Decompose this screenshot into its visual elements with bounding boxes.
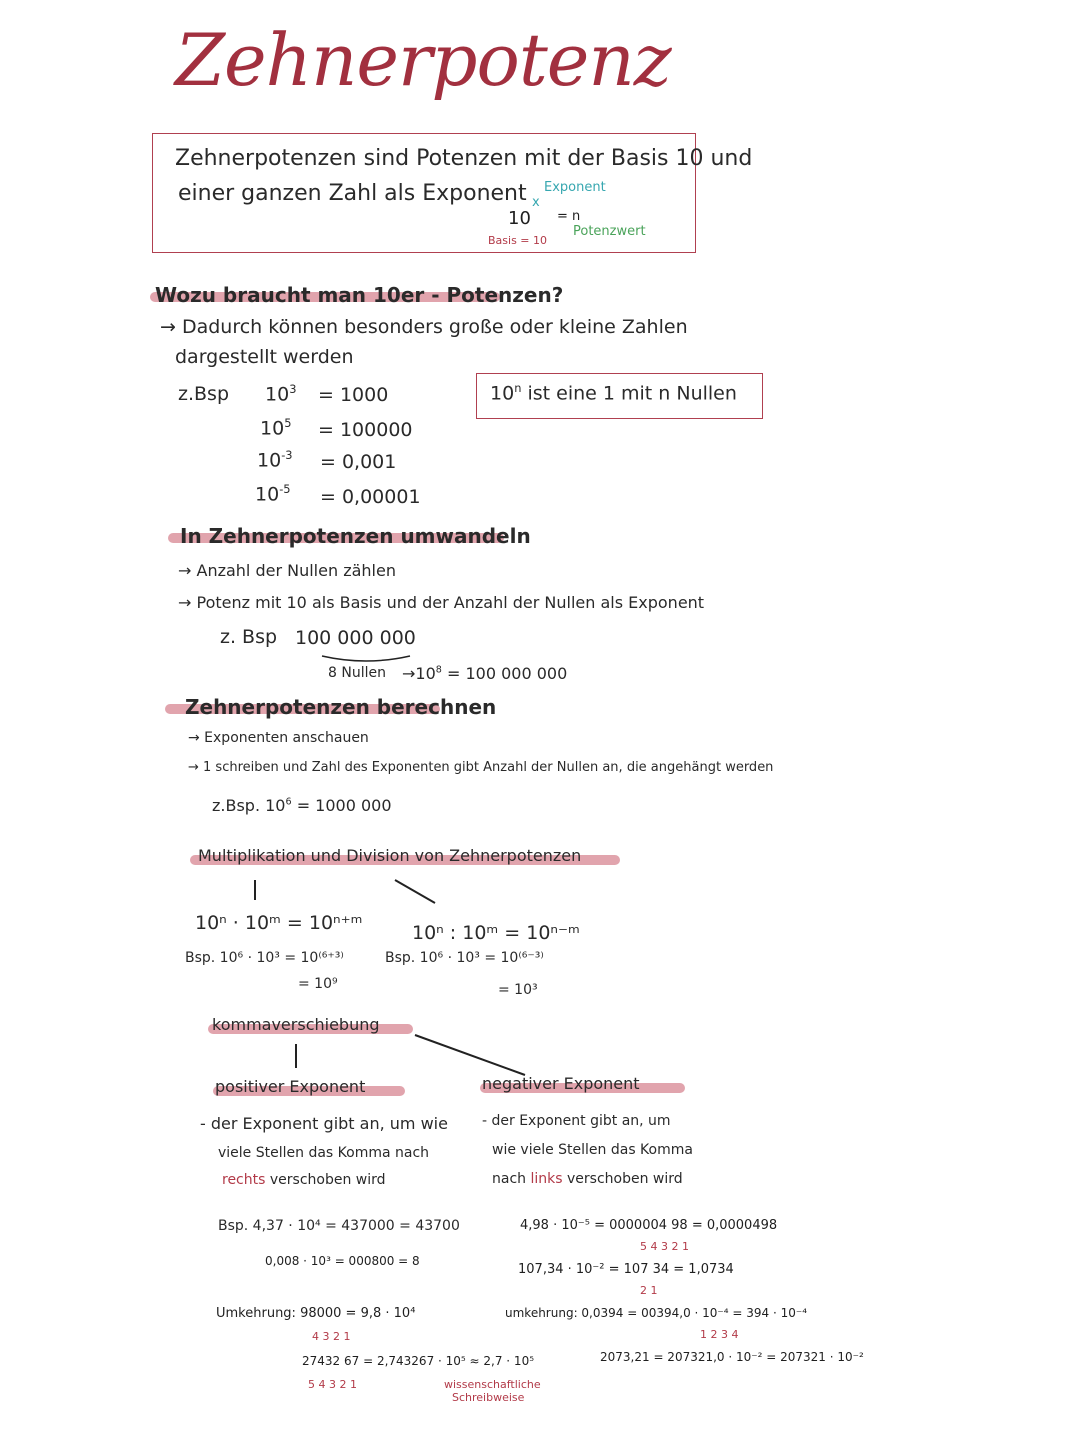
wozu-line-2: dargestellt werden — [175, 346, 354, 368]
mult-formula: 10ⁿ · 10ᵐ = 10ⁿ⁺ᵐ — [195, 912, 363, 934]
example-row: $10^3$ — [265, 382, 297, 406]
neg-umkehrung: umkehrung: 0,0394 = 00394,0 · 10⁻⁴ = 394 · 10⁻⁴ — [505, 1306, 808, 1320]
div-example: Bsp. 10⁶ · 10³ = 10⁽⁶⁻³⁾ — [385, 950, 544, 966]
berechnen-heading: Zehnerpotenzen berechnen — [185, 695, 497, 719]
neg-bsp-3: 2073,21 = 207321,0 · 10⁻² = 207321 · 10⁻² — [600, 1350, 864, 1364]
umwandeln-result: $\to 10^8 = 100$ 000 000 — [402, 664, 568, 683]
example-result: = 0,00001 — [320, 486, 421, 508]
pos-umkehrung-digits: 4 3 2 1 — [312, 1330, 351, 1343]
nullen-brace — [322, 656, 410, 661]
example-result: = 100000 — [318, 419, 413, 441]
pos-line-1: - der Exponent gibt an, um wie — [200, 1114, 448, 1133]
neg-line-3: nach links verschoben wird — [492, 1171, 683, 1187]
exponent-x: x — [532, 195, 540, 210]
neg-bsp-1-digits: 5 4 3 2 1 — [640, 1240, 689, 1253]
umwandeln-step-1: → Anzahl der Nullen zählen — [178, 561, 396, 580]
neg-connector — [415, 1035, 525, 1075]
mult-example: Bsp. 10⁶ · 10³ = 10⁽⁶⁺³⁾ — [185, 950, 344, 966]
berechnen-bsp: z.Bsp. $10^6 = 1000$ 000 — [212, 796, 392, 815]
pos-heading: positiver Exponent — [215, 1077, 366, 1096]
example-row: $10^{-5}$ — [255, 482, 291, 506]
komma-heading: kommaverschiebung — [212, 1015, 380, 1034]
neg-heading: negativer Exponent — [482, 1074, 640, 1093]
example-result: = 0,001 — [320, 451, 397, 473]
equals-n: = n — [557, 209, 581, 224]
neg-bsp-2-digits: 2 1 — [640, 1284, 658, 1297]
pos-bsp-2: 0,008 · 10³ = 000800 = 8 — [265, 1254, 420, 1268]
pos-bsp-1: Bsp. 4,37 · 10⁴ = 437000 = 43700 — [218, 1218, 460, 1234]
example-result: = 1000 — [318, 384, 389, 406]
wiss-label-2: Schreibweise — [452, 1391, 525, 1404]
wiss-label-1: wissenschaftliche — [444, 1378, 541, 1391]
potenzwert-label: Potenzwert — [573, 224, 646, 239]
berechnen-step-2: → 1 schreiben und Zahl des Exponenten gibt Anzahl der Nullen an, die angehängt werden — [188, 760, 774, 775]
basis-label: Basis = 10 — [488, 234, 548, 247]
div-result: = 10³ — [498, 982, 538, 998]
power-base: 10 — [508, 208, 531, 229]
umwandeln-bsp-label: z. Bsp — [220, 626, 278, 648]
pos-big-digits: 5 4 3 2 1 — [308, 1378, 357, 1391]
page-title: Zehnerpotenz — [175, 18, 671, 102]
pos-line-2: viele Stellen das Komma nach — [218, 1145, 430, 1161]
neg-bsp-2: 107,34 · 10⁻² = 107 34 = 1,0734 — [518, 1262, 734, 1277]
pos-big-number: 27432 67 = 2,743267 · 10⁵ ≈ 2,7 · 10⁵ — [302, 1354, 535, 1368]
example-row: $10^{-3}$ — [257, 448, 293, 472]
umwandeln-bsp-value: 100 000 000 — [295, 627, 416, 649]
berechnen-step-1: → Exponenten anschauen — [188, 730, 369, 746]
div-connector — [395, 880, 435, 903]
wozu-heading: Wozu braucht man 10er - Potenzen? — [155, 283, 564, 307]
definition-line-1: Zehnerpotenzen sind Potenzen mit der Basis 10 und — [175, 146, 753, 171]
neg-umkehrung-digits: 1 2 3 4 — [700, 1328, 739, 1341]
wozu-bsp-label: z.Bsp — [178, 383, 230, 405]
exponent-label: Exponent — [544, 180, 606, 195]
neg-bsp-1: 4,98 · 10⁻⁵ = 0000004 98 = 0,0000498 — [520, 1218, 778, 1233]
umwandeln-heading: In Zehnerpotenzen umwandeln — [180, 524, 531, 548]
multdiv-heading: Multiplikation und Division von Zehnerpotenzen — [198, 846, 582, 865]
rule-text: 10$^n$ ist eine 1 mit n Nullen — [490, 381, 737, 405]
nullen-label: 8 Nullen — [328, 665, 386, 681]
neg-line-2: wie viele Stellen das Komma — [492, 1142, 693, 1158]
umwandeln-step-2: → Potenz mit 10 als Basis und der Anzahl der Nullen als Exponent — [178, 593, 705, 612]
pos-umkehrung: Umkehrung: 98000 = 9,8 · 10⁴ — [216, 1306, 416, 1321]
example-row: $10^5$ — [260, 416, 292, 440]
definition-line-2: einer ganzen Zahl als Exponent — [178, 181, 527, 206]
pos-line-3: rechts verschoben wird — [222, 1172, 386, 1188]
neg-line-1: - der Exponent gibt an, um — [482, 1113, 671, 1129]
div-formula: 10ⁿ : 10ᵐ = 10ⁿ⁻ᵐ — [412, 922, 580, 944]
mult-result: = 10⁹ — [298, 976, 338, 992]
wozu-line-1: → Dadurch können besonders große oder kleine Zahlen — [160, 316, 688, 338]
